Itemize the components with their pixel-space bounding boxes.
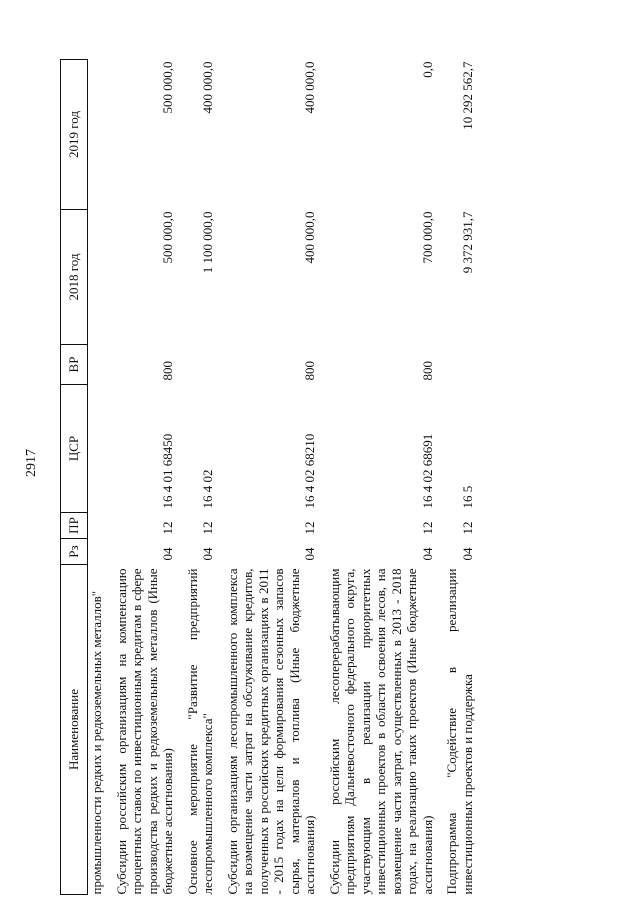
row-pr: 12 xyxy=(200,521,215,535)
budget-sheet xyxy=(60,60,580,895)
row-2018: 9 372 931,7 xyxy=(459,211,475,274)
header-csr: ЦСР xyxy=(61,385,88,513)
row-csr: 16 5 xyxy=(459,485,475,509)
row-rz: 04 xyxy=(419,547,435,561)
row-2019: 400 000,0 xyxy=(200,61,215,114)
table-row xyxy=(182,60,222,895)
header-rz: Рз xyxy=(61,539,88,565)
row-name: Субсидии организациям лесопромышленного комплекса на возмещение части затрат на обслуживание кредитов, полученных в российских кредитных организациях в 2011 - 2015 годах на цели формирования сезонных запасов сырья, материалов и топлива (Иные бюджетные ассигнования) xyxy=(224,568,317,895)
row-pr: 12 xyxy=(160,521,175,535)
row-vr xyxy=(182,345,222,385)
row-rz xyxy=(88,539,111,565)
row-name: Основное мероприятие "Развитие предприятий лесопромышленного комплекса" xyxy=(184,568,215,895)
budget-table xyxy=(60,59,481,895)
row-2019: 0,0 xyxy=(419,61,435,78)
row-vr xyxy=(88,345,111,385)
row-2019: 10 292 562,7 xyxy=(459,61,475,130)
row-vr: 800 xyxy=(160,361,175,381)
row-rz: 04 xyxy=(302,547,317,561)
row-2019 xyxy=(88,60,111,210)
table-row xyxy=(88,60,111,895)
row-rz: 04 xyxy=(200,547,215,561)
row-name: Субсидии российским лесоперерабатывающим предприятиям Дальневосточного федерального округа, участвующим в реализации приоритетных инвестиционных проектов в области освоения лесов, на возмещение части затрат, осуществленных в 2013 - 2018 годах, на реализацию таких проектов (Иные бюджетные ассигнования) xyxy=(326,568,435,895)
row-rz: 04 xyxy=(160,547,175,561)
row-csr: 16 4 02 xyxy=(200,469,215,509)
row-2019: 400 000,0 xyxy=(302,61,317,114)
header-pr: ПР xyxy=(61,513,88,539)
row-vr xyxy=(441,345,481,385)
row-csr xyxy=(88,385,111,513)
table-row xyxy=(111,60,182,895)
table-header-row xyxy=(61,60,88,895)
row-2018 xyxy=(88,210,111,345)
row-pr xyxy=(88,513,111,539)
header-name: Наименование xyxy=(61,565,88,895)
row-2018: 1 100 000,0 xyxy=(200,211,215,274)
row-csr: 16 4 02 68691 xyxy=(419,433,435,509)
row-vr: 800 xyxy=(419,361,435,381)
row-name: промышленности редких и редкоземельных металлов" xyxy=(89,590,104,895)
header-2019: 2019 год xyxy=(61,60,88,210)
header-2018: 2018 год xyxy=(61,210,88,345)
row-name: Подпрограмма "Содействие в реализации инвестиционных проектов и поддержка xyxy=(444,568,475,895)
row-vr: 800 xyxy=(302,361,317,381)
row-pr: 12 xyxy=(302,521,317,535)
table-row xyxy=(324,60,442,895)
row-2018: 700 000,0 xyxy=(419,211,435,264)
row-csr: 16 4 02 68210 xyxy=(302,433,317,509)
row-pr: 12 xyxy=(419,521,435,535)
page-number: 2917 xyxy=(24,449,39,477)
row-rz: 04 xyxy=(459,547,475,561)
header-vr: ВР xyxy=(61,345,88,385)
row-2018: 400 000,0 xyxy=(302,211,317,264)
table-row xyxy=(222,60,324,895)
row-csr: 16 4 01 68450 xyxy=(160,433,175,509)
table-row xyxy=(441,60,481,895)
row-2018: 500 000,0 xyxy=(160,211,175,264)
row-pr: 12 xyxy=(459,521,475,535)
row-name: Субсидии российским организациям на компенсацию процентных ставок по инвестиционным кредитам в сфере производства редких и редкоземельных металлов (Иные бюджетные ассигнования) xyxy=(113,568,175,895)
row-2019: 500 000,0 xyxy=(160,61,175,114)
